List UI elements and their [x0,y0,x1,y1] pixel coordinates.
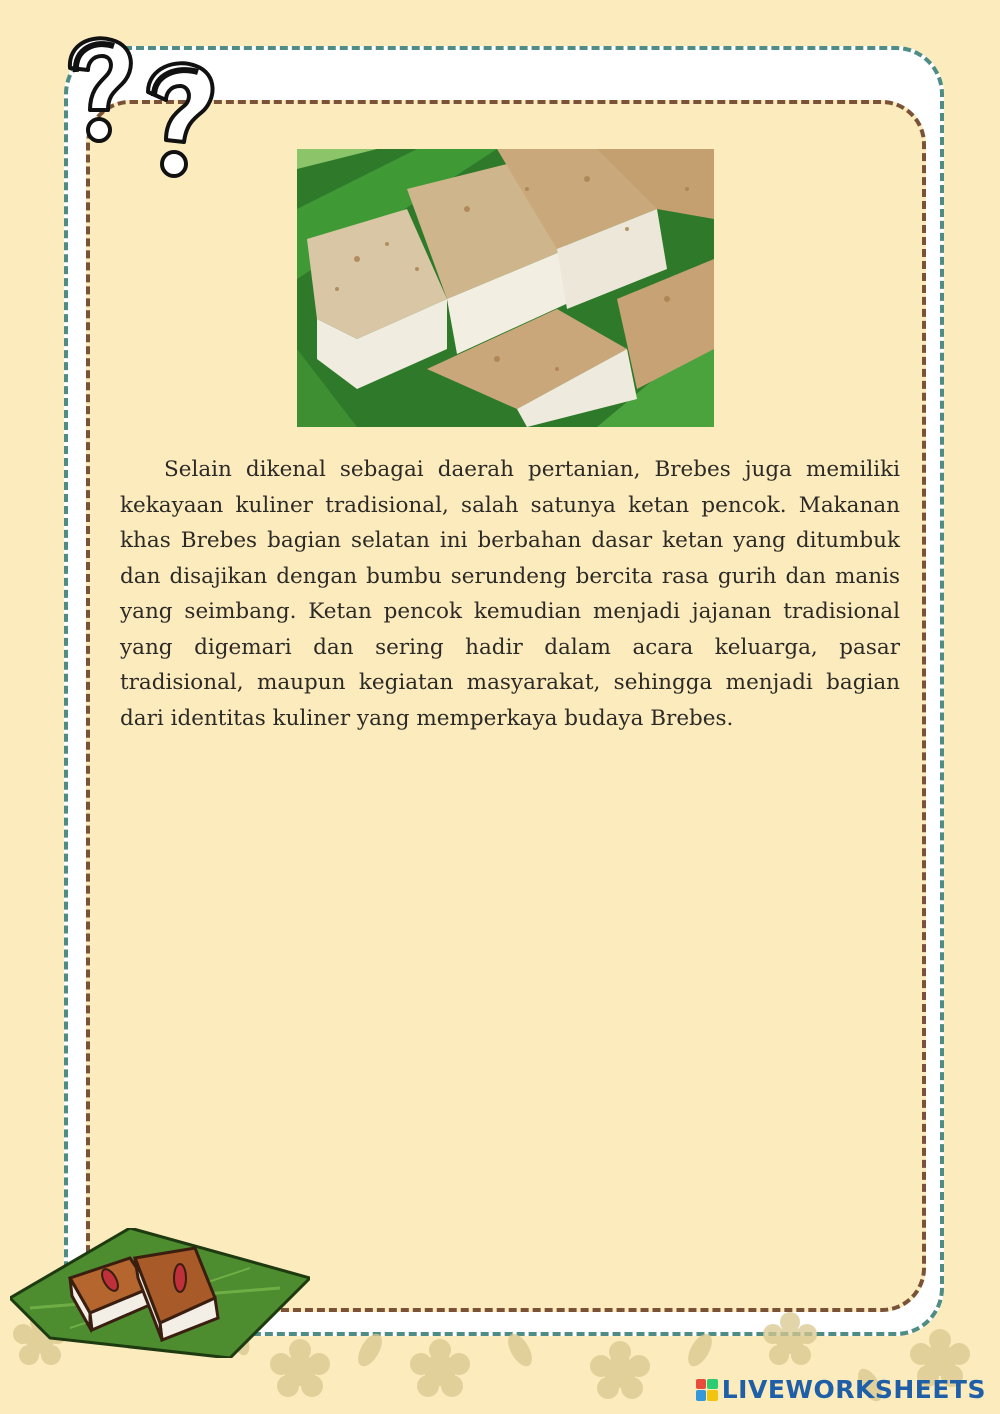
ketan-pencok-photo [297,149,714,427]
question-marks-icon [56,30,226,190]
brand-name: LIVEWORKSHEETS [721,1375,986,1404]
leaf-cake-illustration [10,1228,310,1358]
liveworksheets-brand[interactable] [696,1375,986,1404]
description-paragraph: Selain dikenal sebagai daerah pertanian, Brebes juga memiliki kekayaan kuliner tradisional, salah satunya ketan pencok. Makanan khas Brebes bagian selatan ini berbahan dasar ketan yang ditumbuk dan disajikan dengan bumbu serundeng bercita rasa gurih dan manis yang seimbang. Ketan pencok kemudian menjadi jajanan tradisional yang digemari dan sering hadir dalam acara keluarga, pasar tradisional, maupun kegiatan masyarakat, sehingga menjadi bagian dari identitas kuliner yang memperkaya budaya Brebes. [120,457,900,731]
liveworksheets-logo-icon [696,1379,718,1401]
